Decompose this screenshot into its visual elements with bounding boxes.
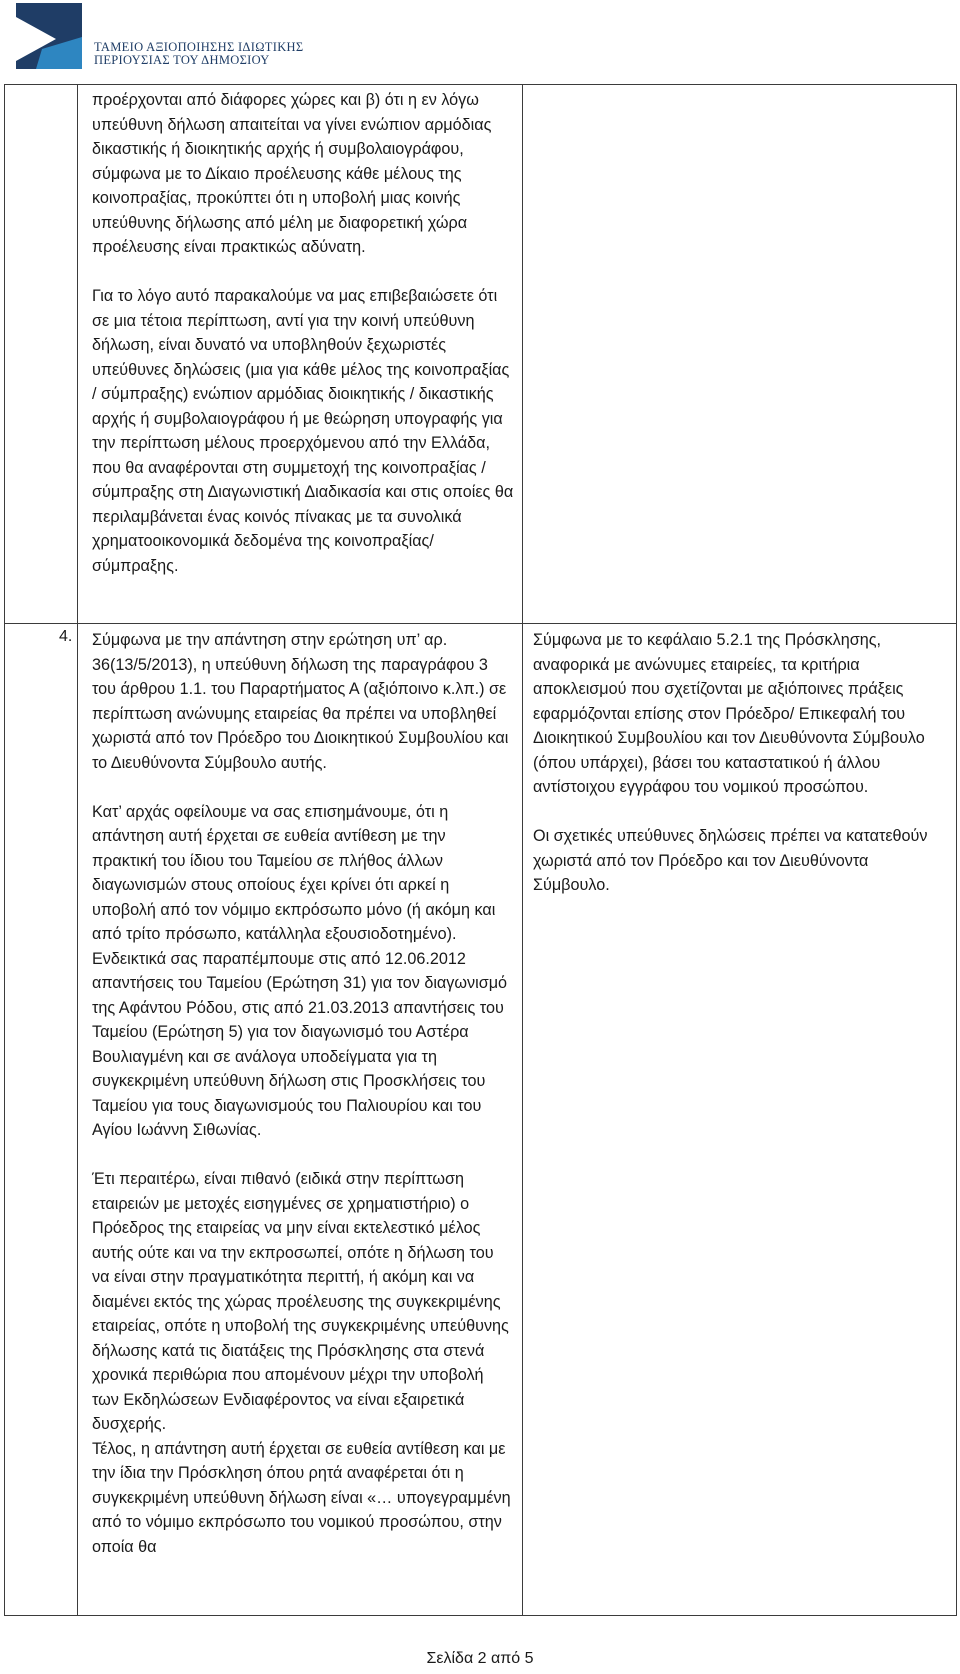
row-number-cell — [5, 624, 78, 1616]
org-logo — [16, 3, 303, 69]
answer-cell — [523, 85, 957, 624]
row-number-cell — [5, 85, 78, 624]
qa-table — [4, 84, 957, 1616]
question-paragraph: Για το λόγο αυτό παρακαλούμε να μας επιβεβαιώσετε ότι σε μια τέτοια περίπτωση, αντί για την κοινή υπεύθυνη δήλωση, είναι δυνατό να υποβληθούν ξεχωριστές υπεύθυνες δηλώσεις (μια για κάθε μέλος της κοινοπραξίας / σύμπραξης) ενώπιον αρμόδιας διοικητικής / δικαστικής αρχής ή συμβολαιογράφου ή με θεώρηση υπογραφής για την περίπτωση μέλους προερχόμενου από την Ελλάδα, που θα αναφέρονται στη συμμετοχή της κοινοπραξίας / σύμπραξης στη Διαγωνιστική Διαδικασία και στις οποίες θα περιλαμβάνεται ένας κοινός πίνακας με τα συνολικά χρηματοοικονομικά δεδομένα της κοινοπραξίας/σύμπραξης. — [92, 287, 514, 575]
logo-emblem-icon — [16, 3, 82, 69]
question-cell — [78, 85, 523, 624]
answer-cell — [523, 624, 957, 1616]
question-paragraph: Τέλος, η απάντηση αυτή έρχεται σε ευθεία αντίθεση και με την ίδια την Πρόσκληση όπου ρητά αναφέρεται ότι η συγκεκριμένη υπεύθυνη δήλωση είναι «… υπογεγραμμένη από το νόμιμο εκπρόσωπο του νομικού προσώπου, στην οποία θα — [92, 1439, 511, 1556]
question-paragraph: Σύμφωνα με την απάντηση στην ερώτηση υπ’ αρ. 36(13/5/2013), η υπεύθυνη δήλωση της παραγράφου 3 του άρθρου 1.1. του Παραρτήματος Α (αξιόποινο κ.λπ.) σε περίπτωση ανώνυμης εταιρείας θα πρέπει να υποβληθεί χωριστά από τον Πρόεδρο του Διοικητικού Συμβουλίου και το Διευθύνοντα Σύμβουλο αυτής. — [92, 631, 509, 772]
question-paragraph: Έτι περαιτέρω, είναι πιθανό (ειδικά στην περίπτωση εταιρειών με μετοχές εισηγμένες σε χρηματιστήριο) ο Πρόεδρος της εταιρείας να μην είναι εκτελεστικό μέλος αυτής ούτε και να την εκπροσωπεί, οπότε η δήλωση του να είναι στην πραγματικότητα περιττή, ή ακόμη και να διαμένει εκτός της χώρας προέλευσης της συγκεκριμένης εταιρείας, οπότε η υποβολή της συγκεκριμένης υπεύθυνης δήλωσης κατά τις διατάξεις της Πρόσκλησης στα στενά χρονικά περιθώρια που απομένουν μέχρι την υποβολή των Εκδηλώσεων Ενδιαφέροντος να είναι εξαιρετικά δυσχερής. — [92, 1170, 509, 1433]
row-number: 4. — [59, 628, 73, 645]
question-paragraph: Κατ’ αρχάς οφείλουμε να σας επισημάνουμε, ότι η απάντηση αυτή έρχεται σε ευθεία αντίθεση με την πρακτική του ίδιου του Ταμείου σε πλήθος άλλων διαγωνισμών στους οποίους έχει κρίνει ότι αρκεί η υποβολή από τον νόμιμο εκπρόσωπο μόνο (ή ακόμη και από τρίτο πρόσωπο, κατάλληλα εξουσιοδοτημένο). Ενδεικτικά σας παραπέμπουμε στις από 12.06.2012 απαντήσεις του Ταμείου (Ερώτηση 31) για τον διαγωνισμό της Αφάντου Ρόδου, στις από 21.03.2013 απαντήσεις του Ταμείου (Ερώτηση 5) για τον διαγωνισμό του Αστέρα Βουλιαγμένη και σε ανάλογα υποδείγματα για τη συγκεκριμένη υπεύθυνη δήλωση στις Προσκλήσεις του Ταμείου για τους διαγωνισμούς του Παλιουρίου και του Αγίου Ιωάννη Σιθωνίας. — [92, 802, 508, 1139]
answer-paragraph: Σύμφωνα με το κεφάλαιο 5.2.1 της Πρόσκλησης, αναφορικά με ανώνυμες εταιρείες, τα κριτήρια αποκλεισμού που σχετίζονται με αξιόποινες πράξεις εφαρμόζονται επίσης στον Πρόεδρο/ Επικεφαλή του Διοικητικού Συμβουλίου και τον Διευθύνοντα Σύμβουλο (όπου υπάρχει), βάσει του καταστατικού ή άλλου αντίστοιχου εγγράφου του νομικού προσώπου. — [533, 631, 925, 796]
question-paragraph: προέρχονται από διάφορες χώρες και β) ότι η εν λόγω υπεύθυνη δήλωση απαιτείται να γίνει ενώπιον αρμόδιας δικαστικής ή διοικητικής αρχής ή συμβολαιογράφου, σύμφωνα με το Δίκαιο προέλευσης κάθε μέλους της κοινοπραξίας, προκύπτει ότι η υποβολή μιας κοινής υπεύθυνης δήλωσης από μέλη με διαφορετική χώρα προέλευσης είναι πρακτικώς αδύνατη. — [92, 91, 492, 256]
page-number: Σελίδα 2 από 5 — [426, 1650, 534, 1667]
question-cell — [78, 624, 523, 1616]
table-row — [5, 85, 957, 624]
org-name — [94, 41, 303, 67]
org-name-line1: ΤΑΜΕΙΟ ΑΞΙΟΠΟΙΗΣΗΣ ΙΔΙΩΤΙΚΗΣ — [94, 40, 304, 54]
org-name-line2: ΠΕΡΙΟΥΣΙΑΣ ΤΟΥ ΔΗΜΟΣΙΟΥ — [94, 53, 270, 67]
answer-paragraph: Οι σχετικές υπεύθυνες δηλώσεις πρέπει να κατατεθούν χωριστά από τον Πρόεδρο και τον Διευθύνοντα Σύμβουλο. — [533, 827, 928, 894]
table-row — [5, 624, 957, 1616]
